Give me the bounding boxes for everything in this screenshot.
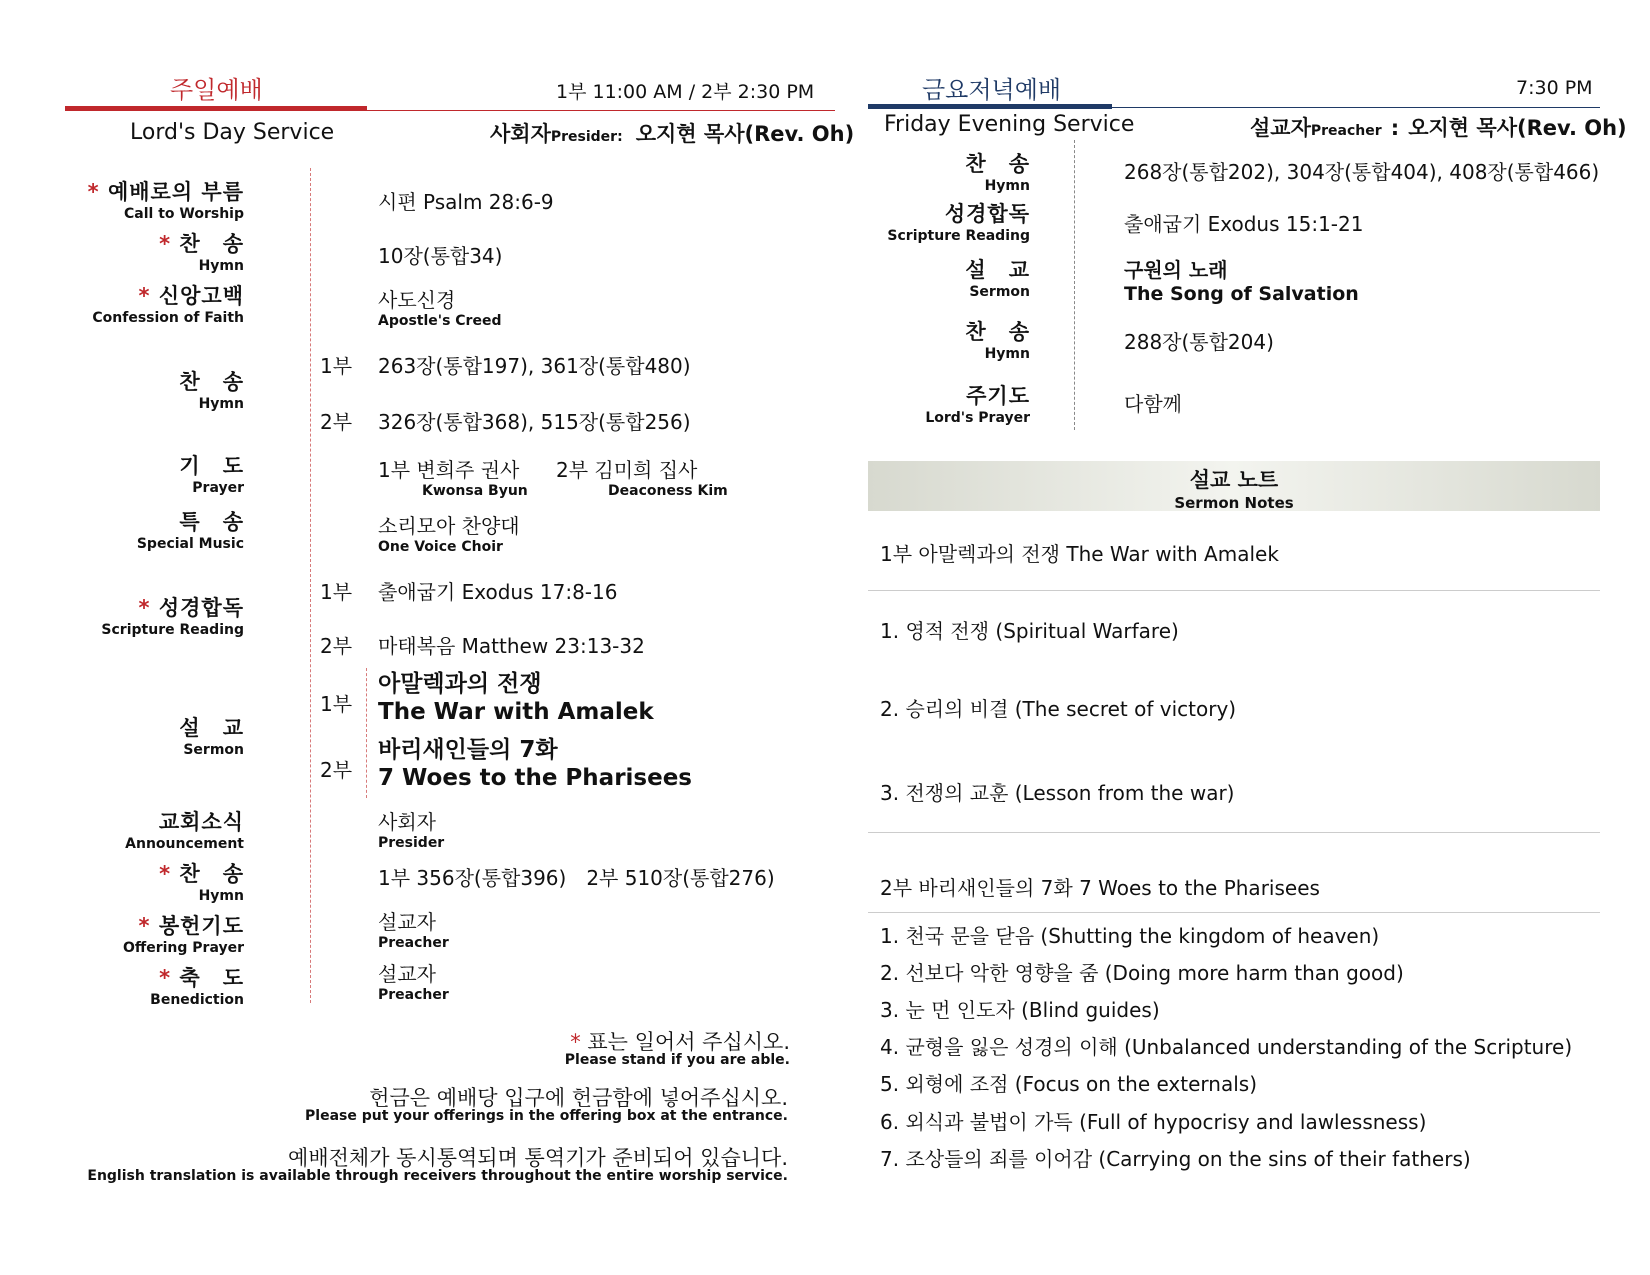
- hymn2-part1: 1부: [320, 354, 353, 378]
- hymn2-value2: 326장(통합368), 515장(통합256): [378, 410, 691, 434]
- f-sermon-value: 구원의 노래 The Song of Salvation: [1124, 258, 1359, 305]
- prayer-label: 기 도 Prayer: [179, 454, 244, 496]
- notes-part2-point: 2. 선보다 악한 영향을 줌 (Doing more harm than good): [880, 961, 1404, 985]
- offering-note: 헌금은 예배당 입구에 헌금함에 넣어주십시오.: [369, 1086, 788, 1110]
- friday-preacher: [1250, 112, 1627, 142]
- sunday-presider: [490, 118, 854, 148]
- friday-time: 7:30 PM: [1516, 77, 1593, 99]
- hymn2-label: 찬 송 Hymn: [179, 370, 244, 412]
- notes-rule: [868, 912, 1600, 913]
- f-scripture-value: 출애굽기 Exodus 15:1-21: [1124, 212, 1364, 236]
- offering-note-en: Please put your offerings in the offering box at the entrance.: [305, 1108, 788, 1124]
- announce-value: 사회자 Presider: [378, 810, 445, 851]
- prayer-p1: 1부 변희주 권사 Kwonsa Byun: [378, 458, 528, 499]
- notes-part2-title: 2부 바리새인들의 7화 7 Woes to the Pharisees: [880, 876, 1320, 900]
- sermon-title2: 바리새인들의 7화 7 Woes to the Pharisees: [378, 737, 692, 791]
- preacher-en: Preacher: [1310, 123, 1382, 139]
- hymn1-value: 10장(통합34): [378, 244, 503, 268]
- preacher-label: 설교자: [1250, 116, 1311, 140]
- notes-part2-point: 5. 외형에 조점 (Focus on the externals): [880, 1072, 1258, 1096]
- benediction-value: 설교자 Preacher: [378, 962, 449, 1003]
- friday-divider: [1074, 140, 1075, 430]
- sermon-part1: 1부: [320, 692, 353, 716]
- special-value: 소리모아 찬양대 One Voice Choir: [378, 514, 520, 555]
- notes-part2-point: 1. 천국 문을 닫음 (Shutting the kingdom of heaven): [880, 924, 1380, 948]
- f-hymn1-value: 268장(통합202), 304장(통합404), 408장(통합466): [1124, 160, 1600, 184]
- stand-note-en: Please stand if you are able.: [564, 1052, 790, 1068]
- prayer-p2: 2부 김미희 집사 Deaconess Kim: [556, 458, 728, 499]
- notes-part2-point: 7. 조상들의 죄를 이어감 (Carrying on the sins of their fathers): [880, 1147, 1471, 1171]
- stand-note: * 표는 일어서 주십시오.: [570, 1030, 790, 1054]
- scripture-value2: 마태복음 Matthew 23:13-32: [378, 634, 645, 658]
- preacher-sep: :: [1390, 116, 1400, 140]
- call-label: * 예배로의 부름 Call to Worship: [87, 180, 244, 222]
- sermon-label: 설 교 Sermon: [179, 716, 244, 758]
- hymn2-value1: 263장(통합197), 361장(통합480): [378, 354, 691, 378]
- notes-part2-point: 6. 외식과 불법이 가득 (Full of hypocrisy and lawlessness): [880, 1110, 1427, 1134]
- sermon-part2: 2부: [320, 758, 353, 782]
- notes-part1-point: 3. 전쟁의 교훈 (Lesson from the war): [880, 781, 1235, 805]
- announce-label: 교회소식 Announcement: [125, 810, 244, 852]
- preacher-name: 오지현 목사(Rev. Oh): [1408, 116, 1627, 140]
- scripture-part1: 1부: [320, 580, 353, 604]
- offering-value: 설교자 Preacher: [378, 910, 449, 951]
- friday-title: 금요저녁예배: [922, 76, 1062, 104]
- scripture-part2: 2부: [320, 634, 353, 658]
- hymn3-value: 1부 356장(통합396) 2부 510장(통합276): [378, 866, 775, 890]
- f-hymn2-label: 찬 송 Hymn: [965, 320, 1030, 362]
- sunday-divider: [310, 168, 311, 1003]
- presider-en: Presider:: [550, 129, 623, 145]
- notes-part1-point: 2. 승리의 비결 (The secret of victory): [880, 697, 1237, 721]
- sunday-title: 주일예배: [170, 76, 263, 104]
- notes-rule: [868, 590, 1600, 591]
- notes-part2-point: 3. 눈 먼 인도자 (Blind guides): [880, 998, 1160, 1022]
- creed-label: * 신앙고백 Confession of Faith: [92, 284, 244, 326]
- notes-rule: [868, 832, 1600, 833]
- f-prayer-label: 주기도 Lord's Prayer: [925, 384, 1030, 426]
- sunday-times: 1부 11:00 AM / 2부 2:30 PM: [556, 81, 815, 103]
- f-scripture-label: 성경합독 Scripture Reading: [887, 202, 1030, 244]
- creed-value: 사도신경 Apostle's Creed: [378, 288, 502, 329]
- presider-label: 사회자: [490, 122, 551, 146]
- f-hymn1-label: 찬 송 Hymn: [965, 152, 1030, 194]
- notes-title-en: Sermon Notes: [1174, 494, 1294, 512]
- f-prayer-value: 다함께: [1124, 392, 1182, 416]
- friday-subtitle: Friday Evening Service: [884, 112, 1135, 137]
- hymn3-label: * 찬 송 Hymn: [159, 862, 244, 904]
- scripture-value1: 출애굽기 Exodus 17:8-16: [378, 580, 618, 604]
- translation-note: 예배전체가 동시통역되며 통역기가 준비되어 있습니다.: [288, 1146, 788, 1170]
- notes-title-ko: 설교 노트: [1189, 468, 1279, 492]
- scripture-label: * 성경합독 Scripture Reading: [101, 596, 244, 638]
- notes-part1-point: 1. 영적 전쟁 (Spiritual Warfare): [880, 619, 1179, 643]
- sunday-order-labels: [60, 0, 244, 1275]
- benediction-label: * 축 도 Benediction: [150, 966, 244, 1008]
- sermon-notes-header: [868, 461, 1600, 511]
- sunday-header-rule: [367, 110, 835, 111]
- offering-label: * 봉헌기도 Offering Prayer: [122, 914, 244, 956]
- translation-note-en: English translation is available through receivers throughout the entire worship service.: [87, 1168, 788, 1184]
- sermon-divider: [366, 668, 367, 798]
- f-sermon-label: 설 교 Sermon: [965, 258, 1030, 300]
- notes-part2-point: 4. 균형을 잃은 성경의 이해 (Unbalanced understanding of the Scripture): [880, 1035, 1573, 1059]
- f-hymn2-value: 288장(통합204): [1124, 330, 1274, 354]
- friday-header-rule: [1112, 107, 1600, 108]
- sermon-title1: 아말렉과의 전쟁 The War with Amalek: [378, 671, 654, 725]
- presider-name: 오지현 목사(Rev. Oh): [635, 122, 855, 146]
- hymn1-label: * 찬 송 Hymn: [159, 232, 244, 274]
- call-value: 시편 Psalm 28:6-9: [378, 190, 554, 214]
- sunday-subtitle: Lord's Day Service: [130, 120, 335, 145]
- special-label: 특 송 Special Music: [136, 510, 244, 552]
- hymn2-part2: 2부: [320, 410, 353, 434]
- notes-part1-title: 1부 아말렉과의 전쟁 The War with Amalek: [880, 542, 1279, 566]
